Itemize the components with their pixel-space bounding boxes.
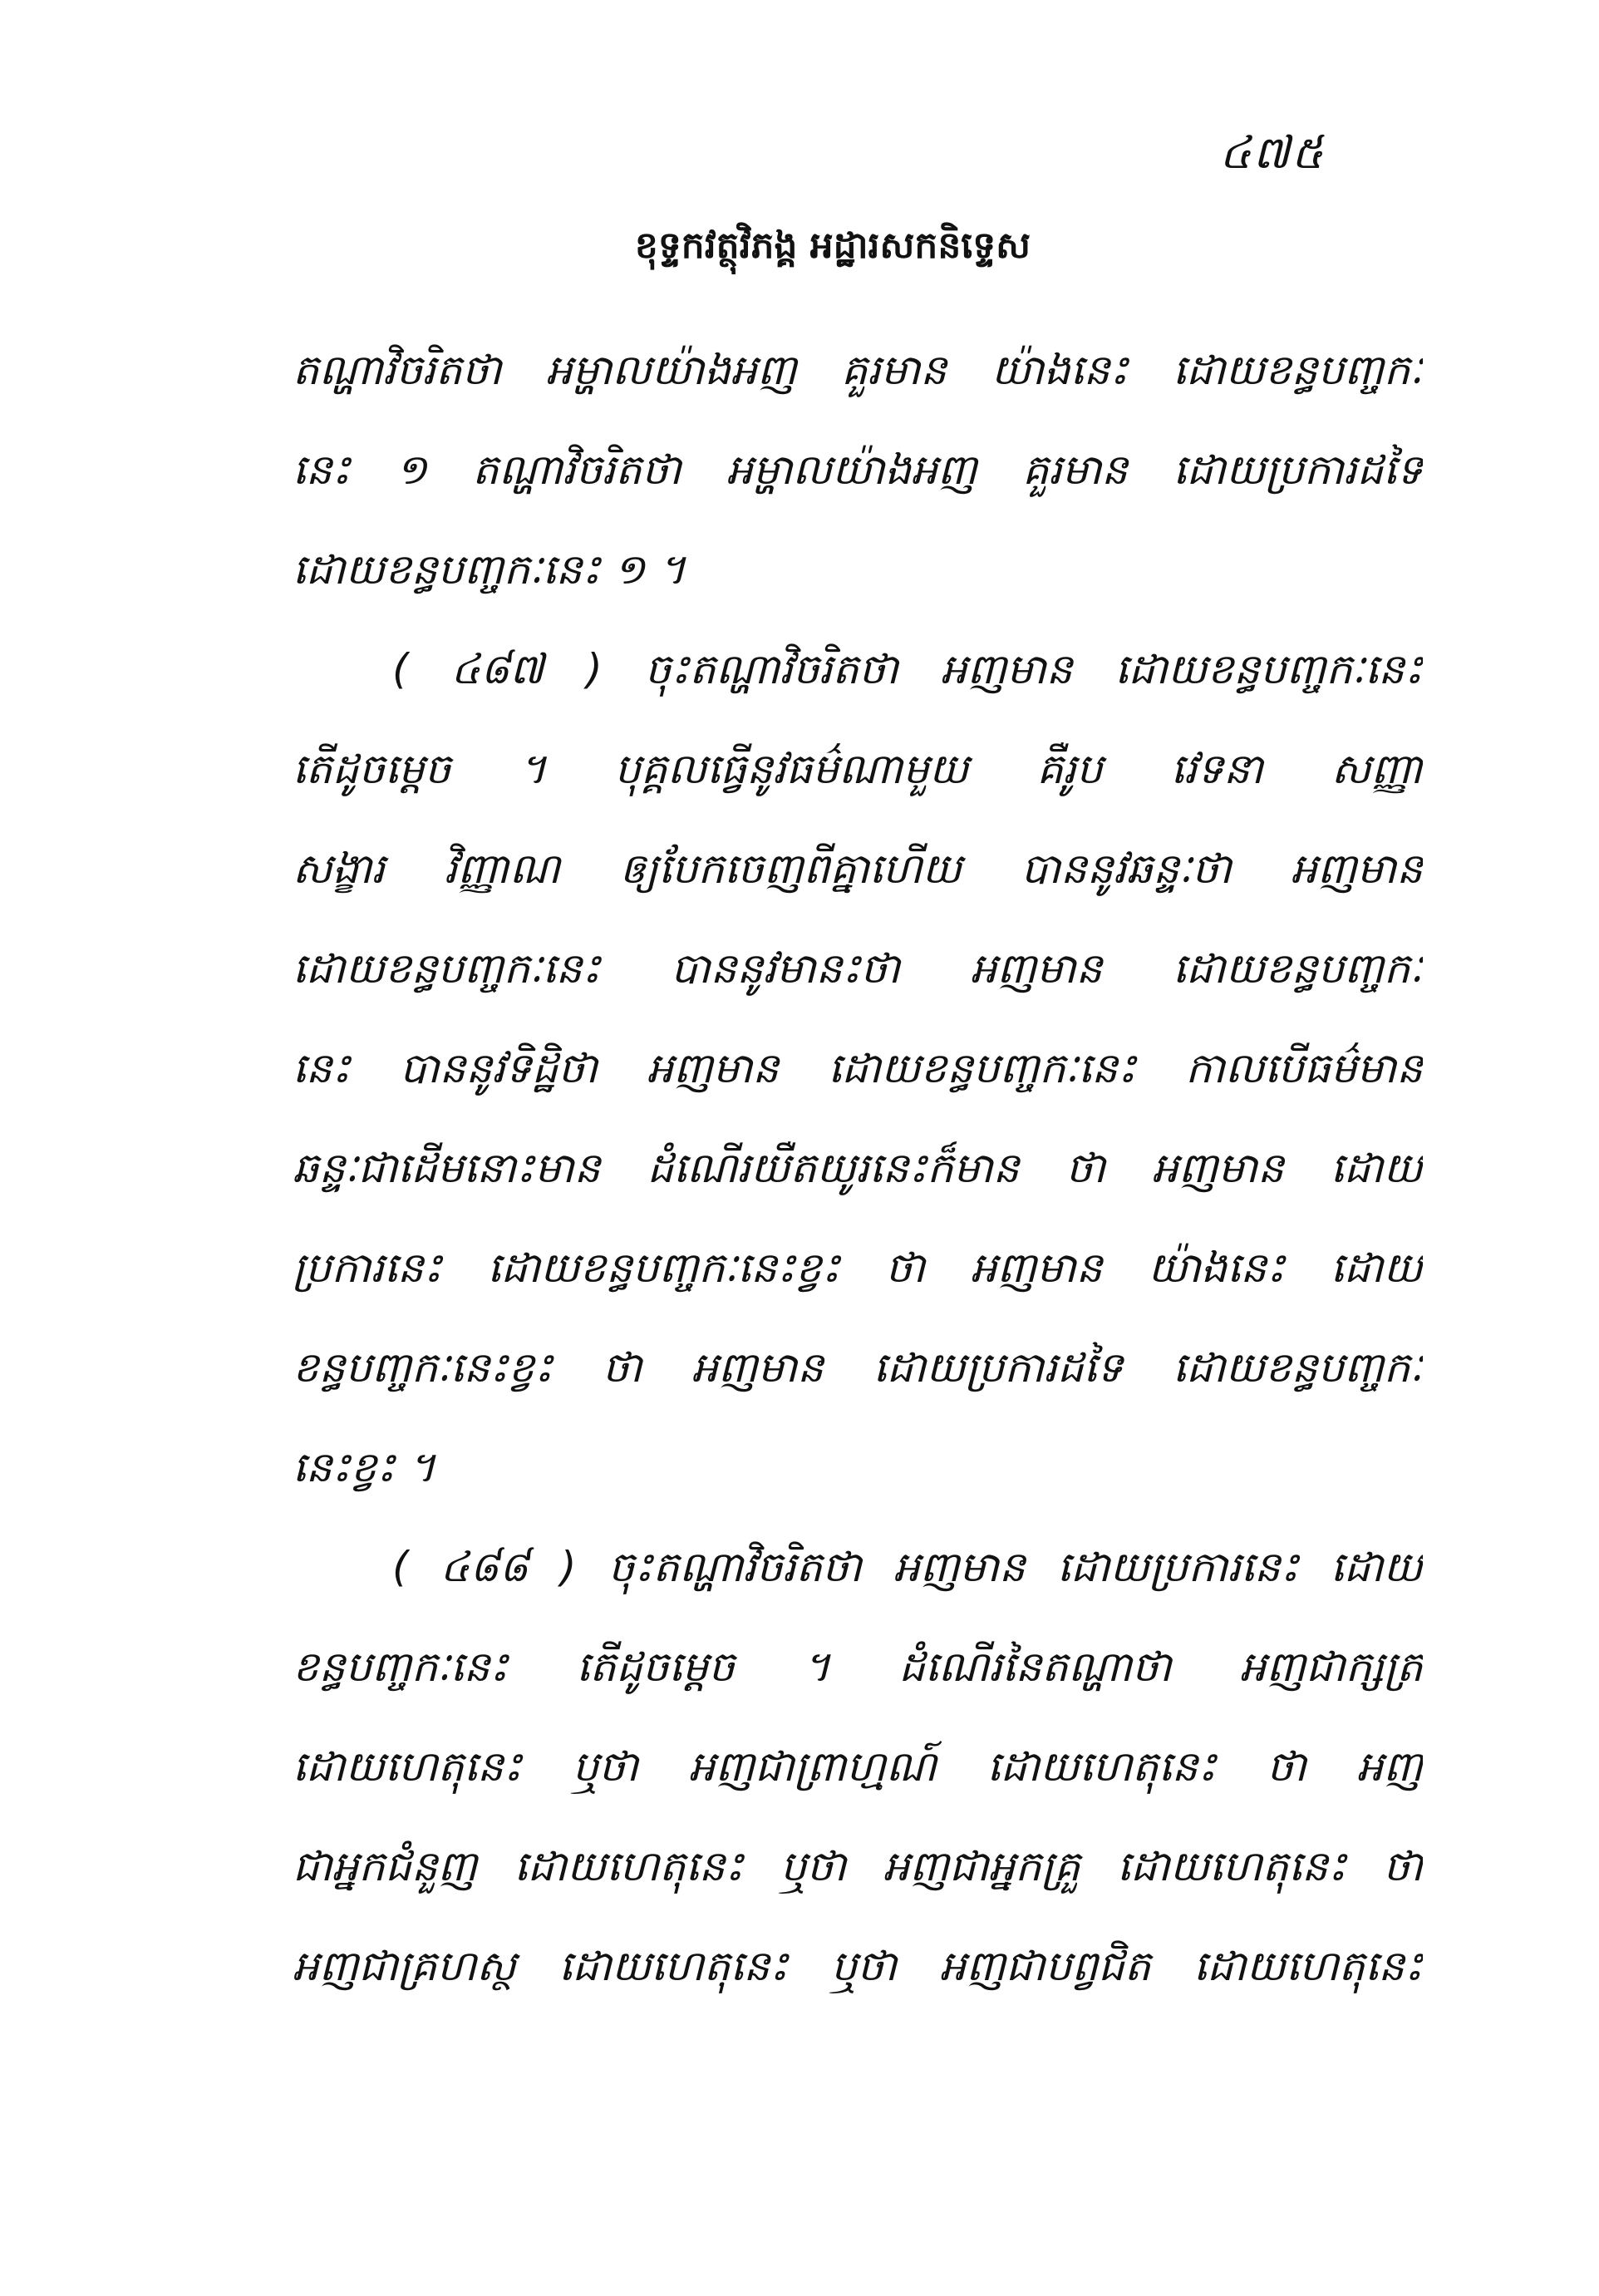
text-line: ឆន្ទៈជាដើមនោះមាន ដំណើរយឺតយូរនេះក៏មាន ថា អញមាន ដោយ: [293, 1144, 1423, 1192]
text-line: តណ្ហាវិចរិតថា អម្ហាលយ៉ាងអញ គួរមាន យ៉ាងនេះ ដោយខន្ធបញ្ចកៈ: [293, 346, 1423, 394]
text-line: ដោយខន្ធបញ្ចកៈនេះ ១ ។: [293, 545, 686, 594]
text-line: អញជាគ្រហស្ថ ដោយហេតុនេះ ឬថា អញជាបព្វជិត ដោយហេតុនេះ: [293, 1942, 1423, 1990]
text-line: នេះ ១ តណ្ហាវិចរិតថា អម្ហាលយ៉ាងអញ គួរមាន ដោយប្រការដទៃ: [293, 446, 1423, 494]
text-line: នេះខ្វះ ។: [293, 1443, 436, 1491]
text-line: ប្រការនេះ ដោយខន្ធបញ្ចកៈនេះខ្វះ ថា អញមាន យ៉ាងនេះ ដោយ: [293, 1244, 1423, 1292]
text-line: ខន្ធបញ្ចកៈនេះខ្វះ ថា អញមាន ដោយប្រការដទៃ ដោយខន្ធបញ្ចកៈ: [293, 1343, 1423, 1392]
running-header: ខុទ្ទកវត្ថុវិភង្គ អដ្ឋារសកនិទ្ទេស: [634, 224, 1031, 267]
page-number: ៤៧៥: [1219, 126, 1325, 179]
text-line: ជាអ្នកជំនួញ ដោយហេតុនេះ ឬថា អញជាអ្នកគ្រួ ដោយហេតុនេះ ថា: [293, 1842, 1423, 1890]
text-line: ខន្ធបញ្ចកៈនេះ តើដូចម្តេច ។ ដំណើរនៃតណ្ហាថា អញជាក្សត្រ: [293, 1643, 1423, 1691]
text-line: នេះ បាននូវទិដ្ឋិថា អញមាន ដោយខន្ធបញ្ចកៈនេះ កាលបើធម៌មាន: [293, 1044, 1423, 1092]
text-line: ( ៤៨៨ ) ចុះតណ្ហាវិចរិតថា អញមាន ដោយប្រការនេះ ដោយ: [392, 1543, 1423, 1591]
text-line: ( ៤៨៧ ) ចុះតណ្ហាវិចរិតថា អញមាន ដោយខន្ធបញ្ចកៈនេះ: [392, 645, 1423, 693]
body-text: [293, 320, 1423, 2016]
text-line: ដោយខន្ធបញ្ចកៈនេះ បាននូវមានះថា អញមាន ដោយខន្ធបញ្ចកៈ: [293, 944, 1423, 993]
text-line: តើដូចម្តេច ។ បុគ្គលធ្វើនូវធម៌ណាមួយ គឺរូប វេទនា សញ្ញា: [293, 745, 1423, 793]
text-line: សង្ខារ វិញ្ញាណ ឲ្យបែកចេញពីគ្នាហើយ បាននូវឆន្ទៈថា អញមាន: [293, 845, 1423, 893]
text-line: ដោយហេតុនេះ ឬថា អញជាព្រាហ្មណ៍ ដោយហេតុនេះ ថា អញ: [293, 1742, 1423, 1791]
